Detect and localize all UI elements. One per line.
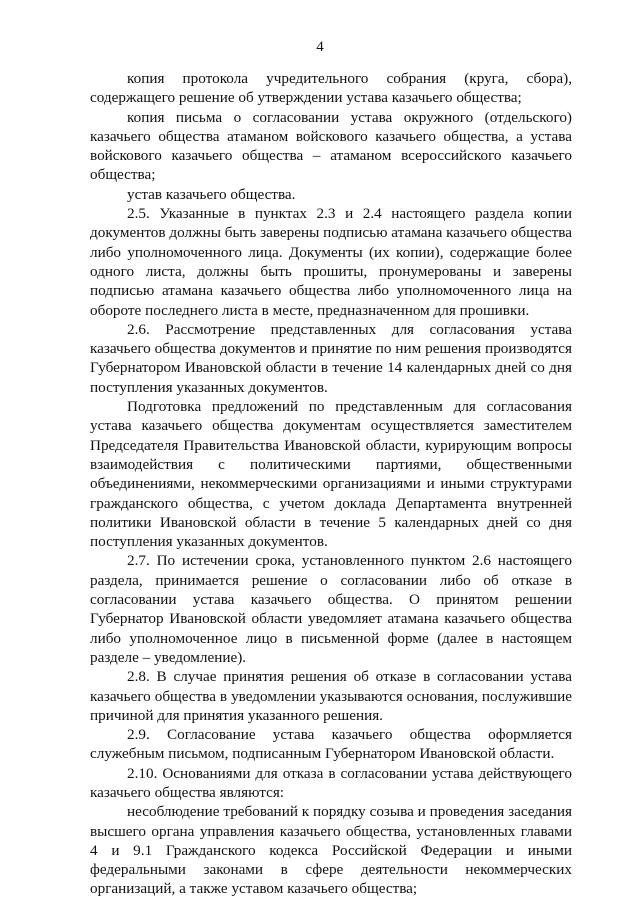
paragraph-2-9: 2.9. Согласование устава казачьего общества оформляется служебным письмом, подписанным Губернатором Ивановской области.	[90, 726, 572, 763]
document-body	[90, 69, 572, 899]
paragraph-2-6: 2.6. Рассмотрение представленных для согласования устава казачьего общества документов и принятие по ним решения производятся Губернатором Ивановской области в течение 14 календарных дней со дня поступления указанных документов.	[90, 320, 572, 396]
page-number: 4	[316, 39, 324, 55]
paragraph-copy-letter: копия письма о согласовании устава окружного (отдельского) казачьего общества атаманом войскового казачьего общества, а устава войскового казачьего общества – атаманом всероссийского казачьего общества;	[90, 108, 572, 184]
paragraph-2-10: 2.10. Основаниями для отказа в согласовании устава действующего казачьего общества являются:	[90, 764, 572, 801]
paragraph-copy-protocol: копия протокола учредительного собрания (круга, сбора), содержащего решение об утверждении устава казачьего общества;	[90, 70, 572, 107]
paragraph-2-7: 2.7. По истечении срока, установленного пунктом 2.6 настоящего раздела, принимается решение о согласовании либо об отказе в согласовании устава казачьего общества. О принятом решении Губернатор Ивановской области уведомляет атамана казачьего общества либо уполномоченное лицо в письменной форме (далее в настоящем разделе – уведомление).	[90, 552, 572, 666]
paragraph-charter: устав казачьего общества.	[127, 185, 296, 203]
paragraph-2-5: 2.5. Указанные в пунктах 2.3 и 2.4 настоящего раздела копии документов должны быть заверены подписью атамана казачьего общества либо уполномоченного лица. Документы (их копии), содержащие более одного листа, должны быть прошиты, пронумерованы и заверены подписью атамана казачьего общества либо уполномоченного лица на обороте последнего листа в месте, предназначенном для прошивки.	[90, 205, 572, 319]
paragraph-preparation: Подготовка предложений по представленным для согласования устава казачьего общества документам осуществляется заместителем Председателя Правительства Ивановской области, курирующим вопросы взаимодействия с политическими партиями, общественными объединениями, некоммерческими организациями и иными структурами гражданского общества, с учетом доклада Департамента внутренней политики Ивановской области в течение 5 календарных дней со дня поступления указанных документов.	[90, 398, 572, 551]
paragraph-noncompliance: несоблюдение требований к порядку созыва и проведения заседания высшего органа управления казачьего общества, установленных главами 4 и 9.1 Гражданского кодекса Российской Федерации и иными федеральными законами в сфере деятельности некоммерческих организаций, а также уставом казачьего общества;	[90, 803, 572, 898]
paragraph-2-8: 2.8. В случае принятия решения об отказе в согласовании устава казачьего общества в уведомлении указываются основания, послужившие причиной для принятия указанного решения.	[90, 668, 572, 724]
